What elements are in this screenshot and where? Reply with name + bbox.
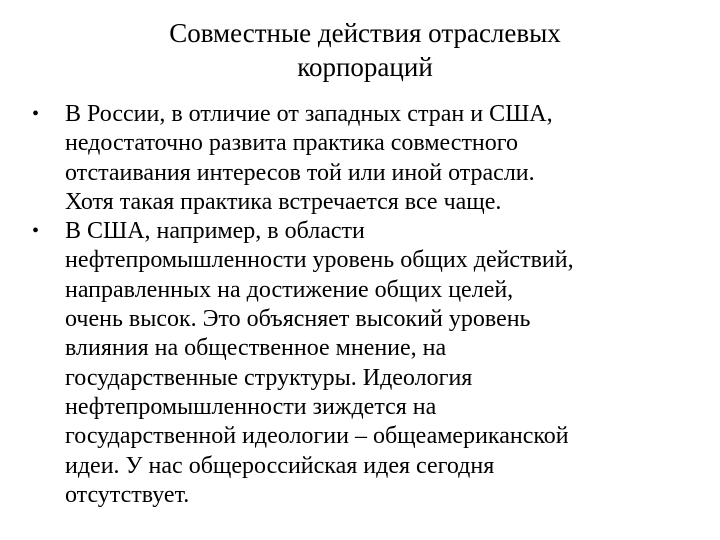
bullet-2-line-4: очень высок. Это объясняет высокий уровень bbox=[65, 306, 531, 333]
bullet-marker: • bbox=[32, 220, 40, 243]
bullet-2-line-8: государственной идеологии – общеамериканской bbox=[65, 423, 569, 450]
bullet-2-line-1: В США, например, в области bbox=[65, 218, 365, 245]
bullet-2-line-5: влияния на общественное мнение, на bbox=[65, 335, 447, 362]
slide-title-line-1: Совместные действия отраслевых bbox=[169, 18, 561, 48]
bullet-1-line-2: недостаточно развита практика совместного bbox=[65, 130, 519, 157]
slide-title bbox=[70, 16, 660, 84]
bullet-2-line-9: идеи. У нас общероссийская идея сегодня bbox=[65, 452, 495, 479]
bullet-marker: • bbox=[32, 103, 40, 125]
bullet-1-line-4: Хотя такая практика встречается все чаще. bbox=[65, 188, 502, 215]
bullet-list bbox=[30, 100, 700, 510]
bullet-2-line-2: нефтепромышленности уровень общих действий, bbox=[65, 247, 574, 274]
bullet-1-line-1: В России, в отличие от западных стран и США, bbox=[65, 101, 553, 127]
bullet-2-line-3: направленных на достижение общих целей, bbox=[65, 276, 514, 303]
bullet-2-line-7: нефтепромышленности зиждется на bbox=[65, 393, 437, 420]
bullet-1-line-3: отстаивания интересов той или иной отрасли. bbox=[65, 159, 535, 186]
bullet-2-line-10: отсутствует. bbox=[65, 481, 190, 508]
bullet-item-1 bbox=[30, 100, 700, 217]
bullet-2-line-6: государственные структуры. Идеология bbox=[65, 364, 473, 391]
bullet-item-2 bbox=[30, 217, 700, 510]
slide-title-line-2: корпораций bbox=[297, 52, 433, 82]
